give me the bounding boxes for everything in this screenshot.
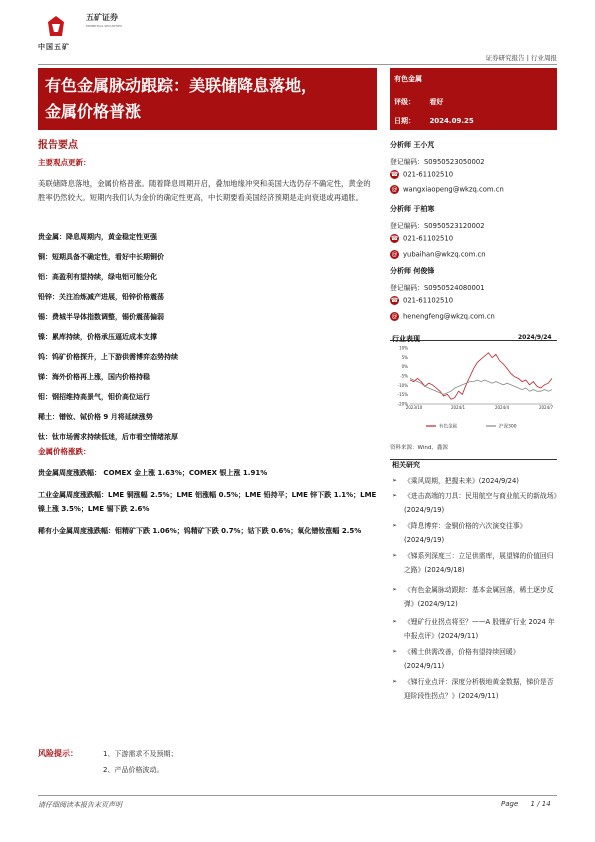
industry-performance-chart (390, 344, 557, 434)
phone-icon: ☎ (390, 297, 399, 304)
bullet-precious-metals: 贵金属：降息周期内，黄金稳定性更强 (38, 233, 157, 241)
arrow-right-icon: ➢ (392, 678, 398, 685)
company-logo-icon (44, 14, 68, 38)
bullet-aluminum: 铝：高盈利有望持续，绿电铝可能分化 (38, 273, 157, 281)
risk-label: 风险提示： (38, 749, 78, 758)
bullet-copper: 铜：短期具备不确定性，看好中长期铜价 (38, 253, 164, 261)
analyst-3-tel: 021-61102510 (403, 296, 454, 305)
chart-date: 2024/9/24 (518, 334, 552, 341)
email-icon: @ (391, 313, 398, 320)
price-minor: 稀有小金属周度涨跌幅：钼精矿下跌 1.06%；钨精矿下跌 0.7%；钴下跌 0.6%；氧化镨钕涨幅 2.5% (38, 527, 362, 535)
analyst-1-tel-row (390, 170, 453, 179)
related-title: 相关研究 (392, 461, 420, 469)
analyst-2-name: 分析师 于柏寒 (390, 205, 435, 213)
phone-icon: ☎ (390, 171, 399, 178)
title-line-1: 有色金属脉动跟踪：美联储降息落地， (45, 76, 318, 95)
related-item[interactable]: ➢ 《稀土供需改善，价格有望持续回暖》(2024/9/11) (392, 645, 558, 673)
report-type: 证券研究报告 | 行业周报 (485, 54, 557, 62)
related-item[interactable]: ➢ 《锂矿行业拐点将至？——A 股锂矿行业 2024 年中报点评》(2024/9/11) (392, 615, 558, 643)
y-tick-label: 10% (399, 345, 408, 351)
risk-item-2: 2、产品价格波动。 (103, 766, 164, 774)
bullet-titanium: 钛：钛市场需求持续低迷，后市看空情绪浓厚 (38, 433, 178, 441)
rating-value: 看好 (429, 98, 444, 106)
chart-title: 行业表现 (392, 335, 420, 343)
rating-row (394, 97, 443, 107)
series-line-0 (410, 353, 552, 399)
y-tick-label: 5% (401, 354, 408, 360)
x-tick-label: 2024/7 (538, 405, 554, 410)
price-precious: 贵金属周度涨跌幅： COMEX 金上涨 1.63%；COMEX 银上涨 1.91% (38, 469, 268, 477)
related-item[interactable]: ➢ 《降息博弈：金铜价格的六次演变往事》(2024/9/19) (392, 519, 558, 547)
related-item[interactable]: ➢ 《有色金属脉动跟踪：基本金属回落，稀土逐步反弹》(2024/9/12) (392, 583, 558, 611)
logo-cn-text: 中国五矿 (38, 43, 70, 51)
subheading-price-changes: 金属价格涨跌： (38, 447, 91, 456)
arrow-right-icon: ➢ (392, 648, 398, 655)
arrow-right-icon: ➢ (392, 552, 398, 559)
info-box (390, 68, 557, 130)
industry-label: 有色金属 (394, 75, 422, 83)
x-tick-label: 2024/1 (450, 405, 466, 410)
page-label: Page (501, 800, 519, 808)
logo-name-text: 五矿证券 (86, 13, 118, 22)
chart-source: 资料来源：Wind，鑫源 (390, 445, 448, 451)
rating-label: 评级： (394, 98, 415, 106)
arrow-right-icon: ➢ (392, 492, 398, 499)
bullet-tin: 锡：费城半导体指数调整，锡价震荡偏弱 (38, 313, 164, 321)
related-item[interactable]: ➢ 《乘风周期，把握未来》(2024/9/24) (392, 474, 558, 488)
bullet-lead-zinc: 铅锌：关注冶炼减产进展，铅锌价格震荡 (38, 293, 164, 301)
analyst-1-email-row (390, 185, 504, 194)
y-tick-label: -5% (400, 373, 408, 379)
date-value: 2024.09.25 (429, 117, 474, 125)
arrow-right-icon: ➢ (392, 477, 398, 484)
analyst-2-email[interactable]: yubaihan@wkzq.com.cn (403, 250, 486, 259)
section-title: 报告要点 (38, 140, 78, 151)
title-banner (38, 68, 377, 130)
arrow-right-icon: ➢ (392, 586, 398, 593)
analyst-1-name: 分析师 王小芃 (390, 141, 435, 149)
logo-en-text: MINMETALS SECURITIES (86, 24, 122, 28)
related-item[interactable]: ➢ 《进击高端的刀具：民用航空与商业航天的新战场》(2024/9/19) (392, 489, 558, 517)
header-divider (38, 64, 557, 65)
analyst-2-tel-row (390, 234, 453, 243)
analyst-3-email-row (390, 312, 495, 321)
bullet-tungsten: 钨：钨矿价格探升，上下游供需博弈态势持续 (38, 353, 178, 361)
x-tick-label: 2023/10 (405, 405, 423, 410)
series-line-1 (410, 378, 552, 394)
related-item[interactable]: ➢ 《锑行业点评：深度分析极地黄金数据，锑价是否迎阶段性拐点？》(2024/9/11) (392, 675, 558, 703)
date-label: 日期： (394, 117, 415, 125)
analyst-3-email[interactable]: henengfeng@wkzq.com.cn (403, 312, 495, 321)
analyst-1-reg: 登记编码：S0950523050002 (390, 158, 485, 166)
analyst-3-tel-row (390, 296, 453, 305)
footer-divider (38, 795, 557, 796)
phone-icon: ☎ (390, 235, 399, 242)
summary-paragraph: 美联储降息落地，金属价格普涨。随着降息周期开启，叠加地缘冲突和美国大选仍存不确定性，黄金的胜率仍然较大。短期内我们认为金价的确定性更高，中长期要看美国经济预期是走向衰退或再通胀。 (38, 179, 371, 202)
subheading-main-views: 主要观点更新： (38, 158, 91, 167)
date-row (394, 116, 474, 126)
analyst-1-email[interactable]: wangxiaopeng@wkzq.com.cn (403, 185, 504, 194)
related-item[interactable]: ➢ 《锑系列深度三：立足供需库，展望锑的价值回归之路》(2024/9/18) (392, 549, 558, 577)
price-industrial: 工业金属周度涨跌幅：LME 铜涨幅 2.5%；LME 铝涨幅 0.5%；LME 铅持平；LME 锌下跌 1.1%；LME 镍上涨 3.5%；LME 锡下跌 2.6% (38, 491, 377, 513)
legend-label-0: 有色金属 (439, 424, 457, 430)
arrow-right-icon: ➢ (392, 618, 398, 625)
y-tick-label: 0% (401, 364, 408, 370)
analyst-1-tel: 021-61102510 (403, 170, 454, 179)
email-icon: @ (391, 186, 398, 193)
bullet-molybdenum: 钼：钢招维持高景气，钼价高位运行 (38, 393, 150, 401)
email-icon: @ (391, 251, 398, 258)
y-tick-label: -10% (397, 382, 408, 388)
bullet-antimony: 锑：海外价格再上涨，国内价格持稳 (38, 373, 150, 381)
analyst-3-name: 分析师 何俊锋 (390, 267, 435, 275)
bullet-rare-earth: 稀土：镨钕、铽价格 9 月将延续涨势 (38, 413, 153, 421)
analyst-3-reg: 登记编码：S0950524080001 (390, 284, 485, 292)
bullet-nickel: 镍：累库持续，价格承压逼近成本支撑 (38, 333, 157, 341)
arrow-right-icon: ➢ (392, 522, 398, 529)
y-tick-label: -15% (397, 392, 408, 398)
x-tick-label: 2024/4 (494, 405, 510, 410)
analyst-2-email-row (390, 250, 486, 259)
y-tick-label: -20% (397, 401, 408, 407)
analyst-2-reg: 登记编码：S0950523120002 (390, 222, 485, 230)
analyst-2-tel: 021-61102510 (403, 234, 454, 243)
footer-disclaimer: 请仔细阅读本报告末页声明 (38, 801, 122, 809)
title-line-2: 金属价格普涨 (45, 102, 142, 121)
legend-label-1: 沪深300 (499, 424, 517, 430)
page-number (501, 800, 551, 808)
risk-item-1: 1、下游需求不及预期； (103, 750, 178, 758)
page-num: 1 / 14 (530, 800, 551, 808)
